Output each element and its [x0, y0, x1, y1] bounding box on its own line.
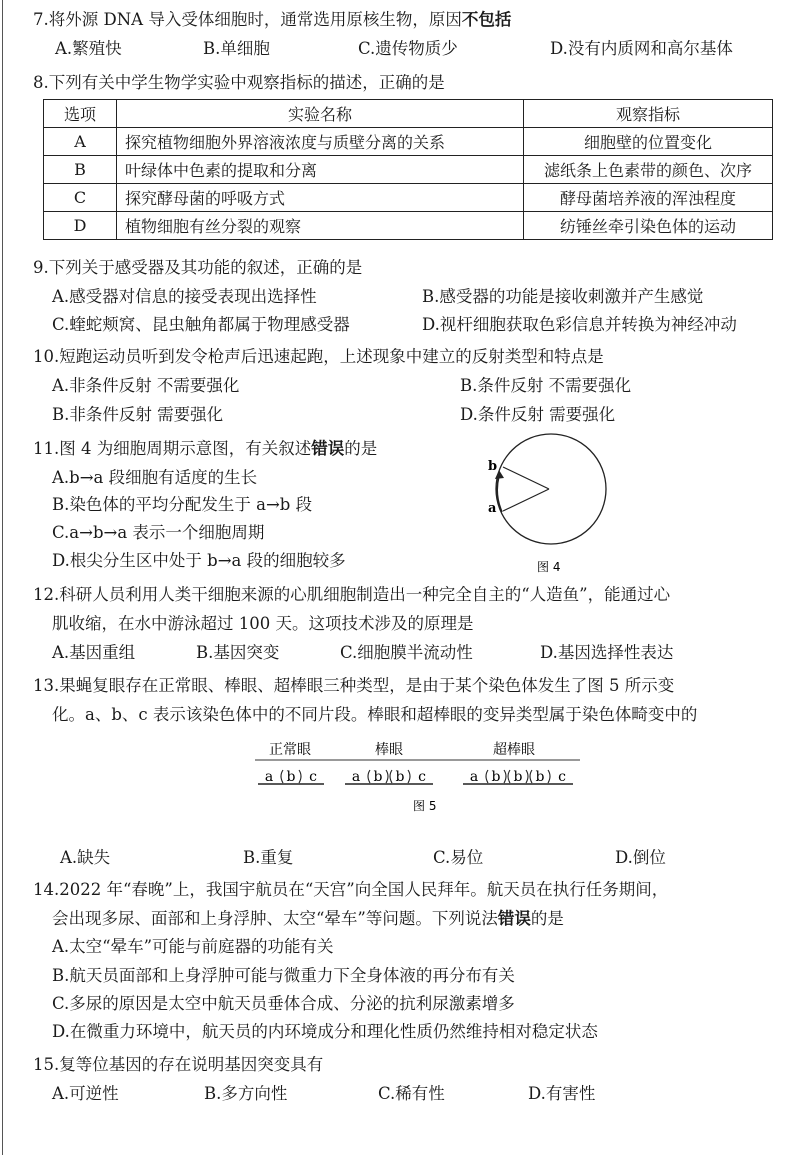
title-ultra-bar-eye: 超棒眼	[493, 742, 535, 758]
q9-option-c: C.蝰蛇颊窝、昆虫触角都属于物理感受器	[52, 315, 350, 334]
question-15-stem: 15.复等位基因的存在说明基因突变具有	[33, 1055, 324, 1074]
radius-line-a	[503, 489, 549, 511]
question-7-stem: 7.将外源 DNA 导入受体细胞时，通常选用原核生物，原因不包括	[33, 10, 512, 29]
table-cell: 滤纸条上色素带的颜色、次序	[524, 156, 773, 184]
q9-option-d: D.视杆细胞获取色彩信息并转换为神经冲动	[422, 315, 737, 334]
q14-option-d: D.在微重力环境中，航天员的内环境成分和理化性质仍然维持相对稳定状态	[52, 1022, 598, 1041]
q13-option-d: D.倒位	[615, 848, 666, 867]
table-cell: A	[44, 128, 117, 156]
table-cell: 叶绿体中色素的提取和分离	[117, 156, 524, 184]
q8-table	[43, 99, 773, 240]
segment-label-a: a	[264, 769, 274, 785]
table-cell: B	[44, 156, 117, 184]
q14-option-b: B.航天员面部和上身浮肿可能与微重力下全身体液的再分布有关	[52, 966, 515, 985]
chromosome-figure	[250, 738, 590, 818]
q12-option-d: D.基因选择性表达	[540, 643, 674, 662]
segment-label-b: b	[535, 769, 545, 785]
question-11-stem: 11.图 4 为细胞周期示意图，有关叙述错误的是	[33, 439, 378, 458]
chromosome-bars	[258, 769, 573, 785]
segment-label-c: c	[309, 769, 317, 785]
table-header: 观察指标	[524, 100, 773, 128]
q12-option-c: C.细胞膜半流动性	[340, 643, 473, 662]
label-b: b	[488, 459, 498, 474]
table-header: 实验名称	[117, 100, 524, 128]
q14-option-a: A.太空“晕车”可能与前庭器的功能有关	[52, 937, 334, 956]
table-cell: 酵母菌培养液的浑浊程度	[524, 184, 773, 212]
q11-option-b: B.染色体的平均分配发生于 a→b 段	[52, 495, 313, 514]
table-cell: 植物细胞有丝分裂的观察	[117, 212, 524, 240]
question-12-stem-line1: 12.科研人员利用人类干细胞来源的心肌细胞制造出一种完全自主的“人造鱼”，能通过心	[33, 585, 671, 604]
segment-label-c: c	[558, 769, 566, 785]
figure-5-caption: 图 5	[413, 799, 437, 813]
question-10-stem: 10.短跑运动员听到发令枪声后迅速起跑，上述现象中建立的反射类型和特点是	[33, 347, 604, 366]
q10-option-b: B.条件反射 不需要强化	[460, 376, 632, 395]
table-cell: 细胞壁的位置变化	[524, 128, 773, 156]
q15-option-b: B.多方向性	[204, 1084, 288, 1103]
table-cell: D	[44, 212, 117, 240]
q7-option-b: B.单细胞	[203, 39, 270, 58]
chromosome-bar	[345, 769, 433, 785]
q10-option-d: D.条件反射 需要强化	[460, 405, 616, 424]
q10-option-c: B.非条件反射 需要强化	[52, 405, 224, 424]
q15-option-c: C.稀有性	[378, 1084, 445, 1103]
segment-label-b: b	[286, 769, 296, 785]
table-cell: 纺锤丝牵引染色体的运动	[524, 212, 773, 240]
q7-option-d: D.没有内质网和高尔基体	[550, 39, 733, 58]
q7-option-c: C.遗传物质少	[358, 39, 458, 58]
title-normal-eye: 正常眼	[269, 742, 311, 758]
table-row	[44, 184, 773, 212]
table-header: 选项	[44, 100, 117, 128]
table-header-row	[44, 100, 773, 128]
arc-arrow	[497, 476, 502, 512]
chromosome-bar	[463, 769, 573, 785]
segment-label-b: b	[395, 769, 405, 785]
q12-option-b: B.基因突变	[196, 643, 280, 662]
q9-option-b: B.感受器的功能是接收刺激并产生感觉	[422, 287, 704, 306]
question-8-stem: 8.下列有关中学生物学实验中观察指标的描述，正确的是	[33, 73, 445, 92]
question-14-stem-line1: 14.2022 年“春晚”上，我国宇航员在“天宫”向全国人民拜年。航天员在执行任务期间，	[33, 880, 669, 899]
q7-option-a: A.繁殖快	[55, 39, 122, 58]
q12-option-a: A.基因重组	[52, 643, 136, 662]
question-14-stem-line2: 会出现多尿、面部和上身浮肿、太空“晕车”等问题。下列说法错误的是	[52, 909, 564, 928]
title-bar-eye: 棒眼	[375, 742, 403, 758]
cell-cycle-diagram	[480, 432, 610, 582]
q15-option-a: A.可逆性	[52, 1084, 119, 1103]
question-9-stem: 9.下列关于感受器及其功能的叙述，正确的是	[33, 258, 363, 277]
table-row	[44, 212, 773, 240]
q13-option-c: C.易位	[433, 848, 484, 867]
table-cell: 探究酵母菌的呼吸方式	[117, 184, 524, 212]
q10-option-a: A.非条件反射 不需要强化	[52, 376, 240, 395]
segment-label-c: c	[418, 769, 426, 785]
q13-option-a: A.缺失	[60, 848, 111, 867]
q11-option-d: D.根尖分生区中处于 b→a 段的细胞较多	[52, 551, 346, 570]
table-row	[44, 128, 773, 156]
segment-label-b: b	[373, 769, 383, 785]
q14-option-c: C.多尿的原因是太空中航天员垂体合成、分泌的抗利尿激素增多	[52, 994, 515, 1013]
table-row	[44, 156, 773, 184]
segment-label-a: a	[469, 769, 479, 785]
q11-option-c: C.a→b→a 表示一个细胞周期	[52, 523, 265, 542]
cycle-circle	[496, 434, 606, 544]
question-13-stem-line1: 13.果蝇复眼存在正常眼、棒眼、超棒眼三种类型，是由于某个染色体发生了图 5 所示变	[33, 676, 675, 695]
question-13-stem-line2: 化。a、b、c 表示该染色体中的不同片段。棒眼和超棒眼的变异类型属于染色体畸变中的	[52, 705, 698, 724]
table-cell: C	[44, 184, 117, 212]
segment-label-b: b	[491, 769, 501, 785]
segment-label-a: a	[351, 769, 361, 785]
table-cell: 探究植物细胞外界溶液浓度与质壁分离的关系	[117, 128, 524, 156]
radius-line-b	[503, 467, 549, 489]
q9-option-a: A.感受器对信息的接受表现出选择性	[52, 287, 317, 306]
q13-option-b: B.重复	[243, 848, 294, 867]
figure-4-caption: 图 4	[537, 560, 561, 574]
question-12-stem-line2: 肌收缩，在水中游泳超过 100 天。这项技术涉及的原理是	[52, 614, 474, 633]
q11-option-a: A.b→a 段细胞有适度的生长	[52, 468, 258, 487]
chromosome-bar	[258, 769, 324, 785]
page-border	[2, 0, 3, 1155]
segment-label-b: b	[513, 769, 523, 785]
label-a: a	[488, 501, 497, 516]
q15-option-d: D.有害性	[528, 1084, 596, 1103]
